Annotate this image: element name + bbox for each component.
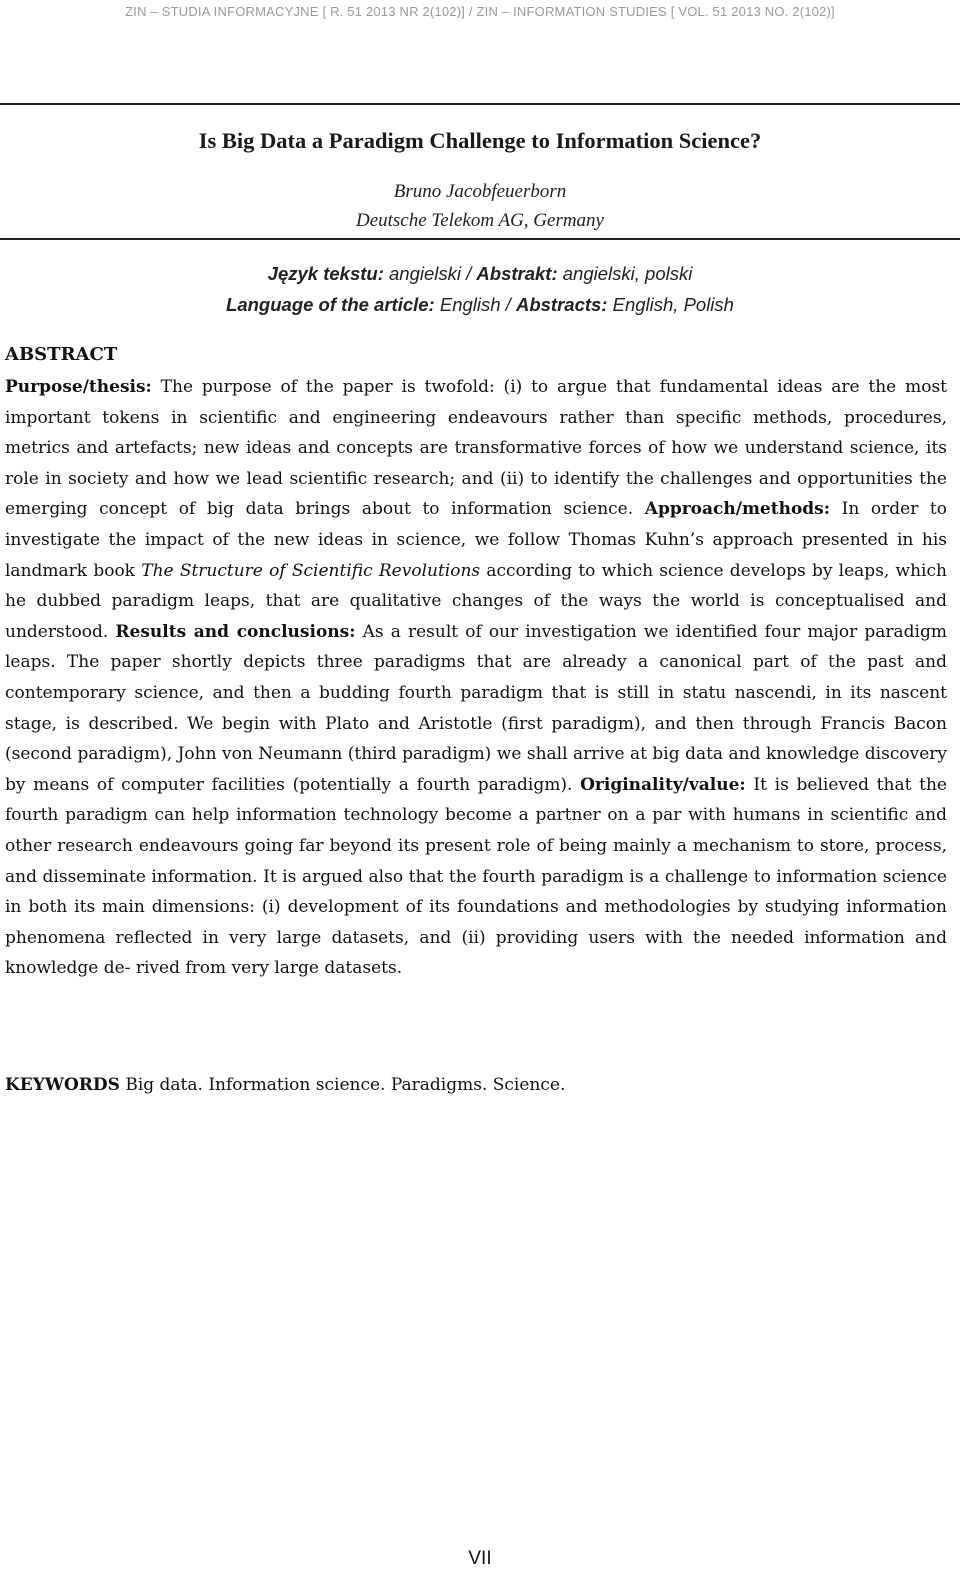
- running-header: ZIN – STUDIA INFORMACYJNE [ R. 51 2013 NR 2(102)] / ZIN – INFORMATION STUDIES [ VOL. 51 2013 NO. 2(102)]: [125, 4, 835, 19]
- approach-text-continued: according to which science develops by leaps, which he dubbed paradigm leaps, that are qualitative changes of the ways the world is conceptualised and understood.: [5, 560, 947, 642]
- book-title: The Structure of Scientific Revolutions: [141, 560, 481, 581]
- abstract-body: [5, 372, 947, 984]
- article-title: Is Big Data a Paradigm Challenge to Information Science?: [198, 128, 762, 153]
- author-name: Bruno Jacobfeuerborn: [393, 181, 567, 202]
- language-label: Language of the article:: [226, 294, 435, 315]
- keywords-label: KEYWORDS: [5, 1075, 120, 1095]
- originality-text: It is believed that the fourth paradigm can help information technology become a partner on a par with humans in scientific and other research endeavours going far beyond its present role of being mainly a mechanism to store, process, and disseminate information. It is argued also that the fourth paradigm is a challenge to information science in both its main dimensions: (i) development of its foundations and methodologies by studying information phenomena reflected in very large datasets, and (ii) providing users with the needed information and knowledge de- rived from very large datasets.: [5, 774, 947, 979]
- keywords-line: [5, 1075, 947, 1095]
- language-line-polish: [0, 263, 960, 285]
- approach-text: In order to investigate the impact of the new ideas in science, we follow Thomas Kuhn’s approach presented in his landmark book: [5, 499, 948, 581]
- purpose-label: Purpose/thesis:: [5, 377, 152, 397]
- abstract-language-label: Abstracts:: [515, 294, 608, 315]
- abstract-heading: ABSTRACT: [5, 344, 118, 365]
- language-value: angielski /: [383, 263, 477, 284]
- approach-label: Approach/methods:: [644, 499, 831, 520]
- language-line-english: [0, 294, 960, 316]
- originality-label: Originality/value:: [580, 774, 746, 795]
- abstract-language-label: Abstrakt:: [476, 263, 558, 284]
- purpose-text: The purpose of the paper is twofold: (i) to argue that fundamental ideas are the most important tokens in scientific and engineering endeavours rather than specific methods, procedures, metrics and artefacts; new ideas and concepts are transformative forces of how we understand science, its role in society and how we lead scientific research; and (ii) to identify the challenges and opportunities the emerging concept of big data brings about to information science.: [5, 377, 947, 520]
- results-text: As a result of our investigation we identified four major paradigm leaps. The paper shortly depicts three paradigms that are already a canonical part of the past and contemporary science, and then a budding fourth paradigm that is still in statu nascendi, in its nascent stage, is described. We begin with Plato and Aristotle (first paradigm), and then through Francis Bacon (second paradigm), John von Neumann (third paradigm) we shall arrive at big data and knowledge discovery by means of computer facilities (potentially a fourth paradigm).: [5, 621, 947, 795]
- keywords-text: Big data. Information science. Paradigms. Science.: [119, 1075, 566, 1095]
- language-value: English /: [434, 294, 516, 315]
- middle-rule: [0, 238, 960, 240]
- language-label: Język tekstu:: [267, 263, 384, 284]
- author-affiliation: Deutsche Telekom AG, Germany: [355, 210, 604, 231]
- top-rule: [0, 103, 960, 105]
- page-number: VII: [468, 1548, 492, 1569]
- abstract-language-value: angielski, polski: [557, 263, 693, 284]
- abstract-language-value: English, Polish: [607, 294, 734, 315]
- results-label: Results and conclusions:: [115, 621, 356, 642]
